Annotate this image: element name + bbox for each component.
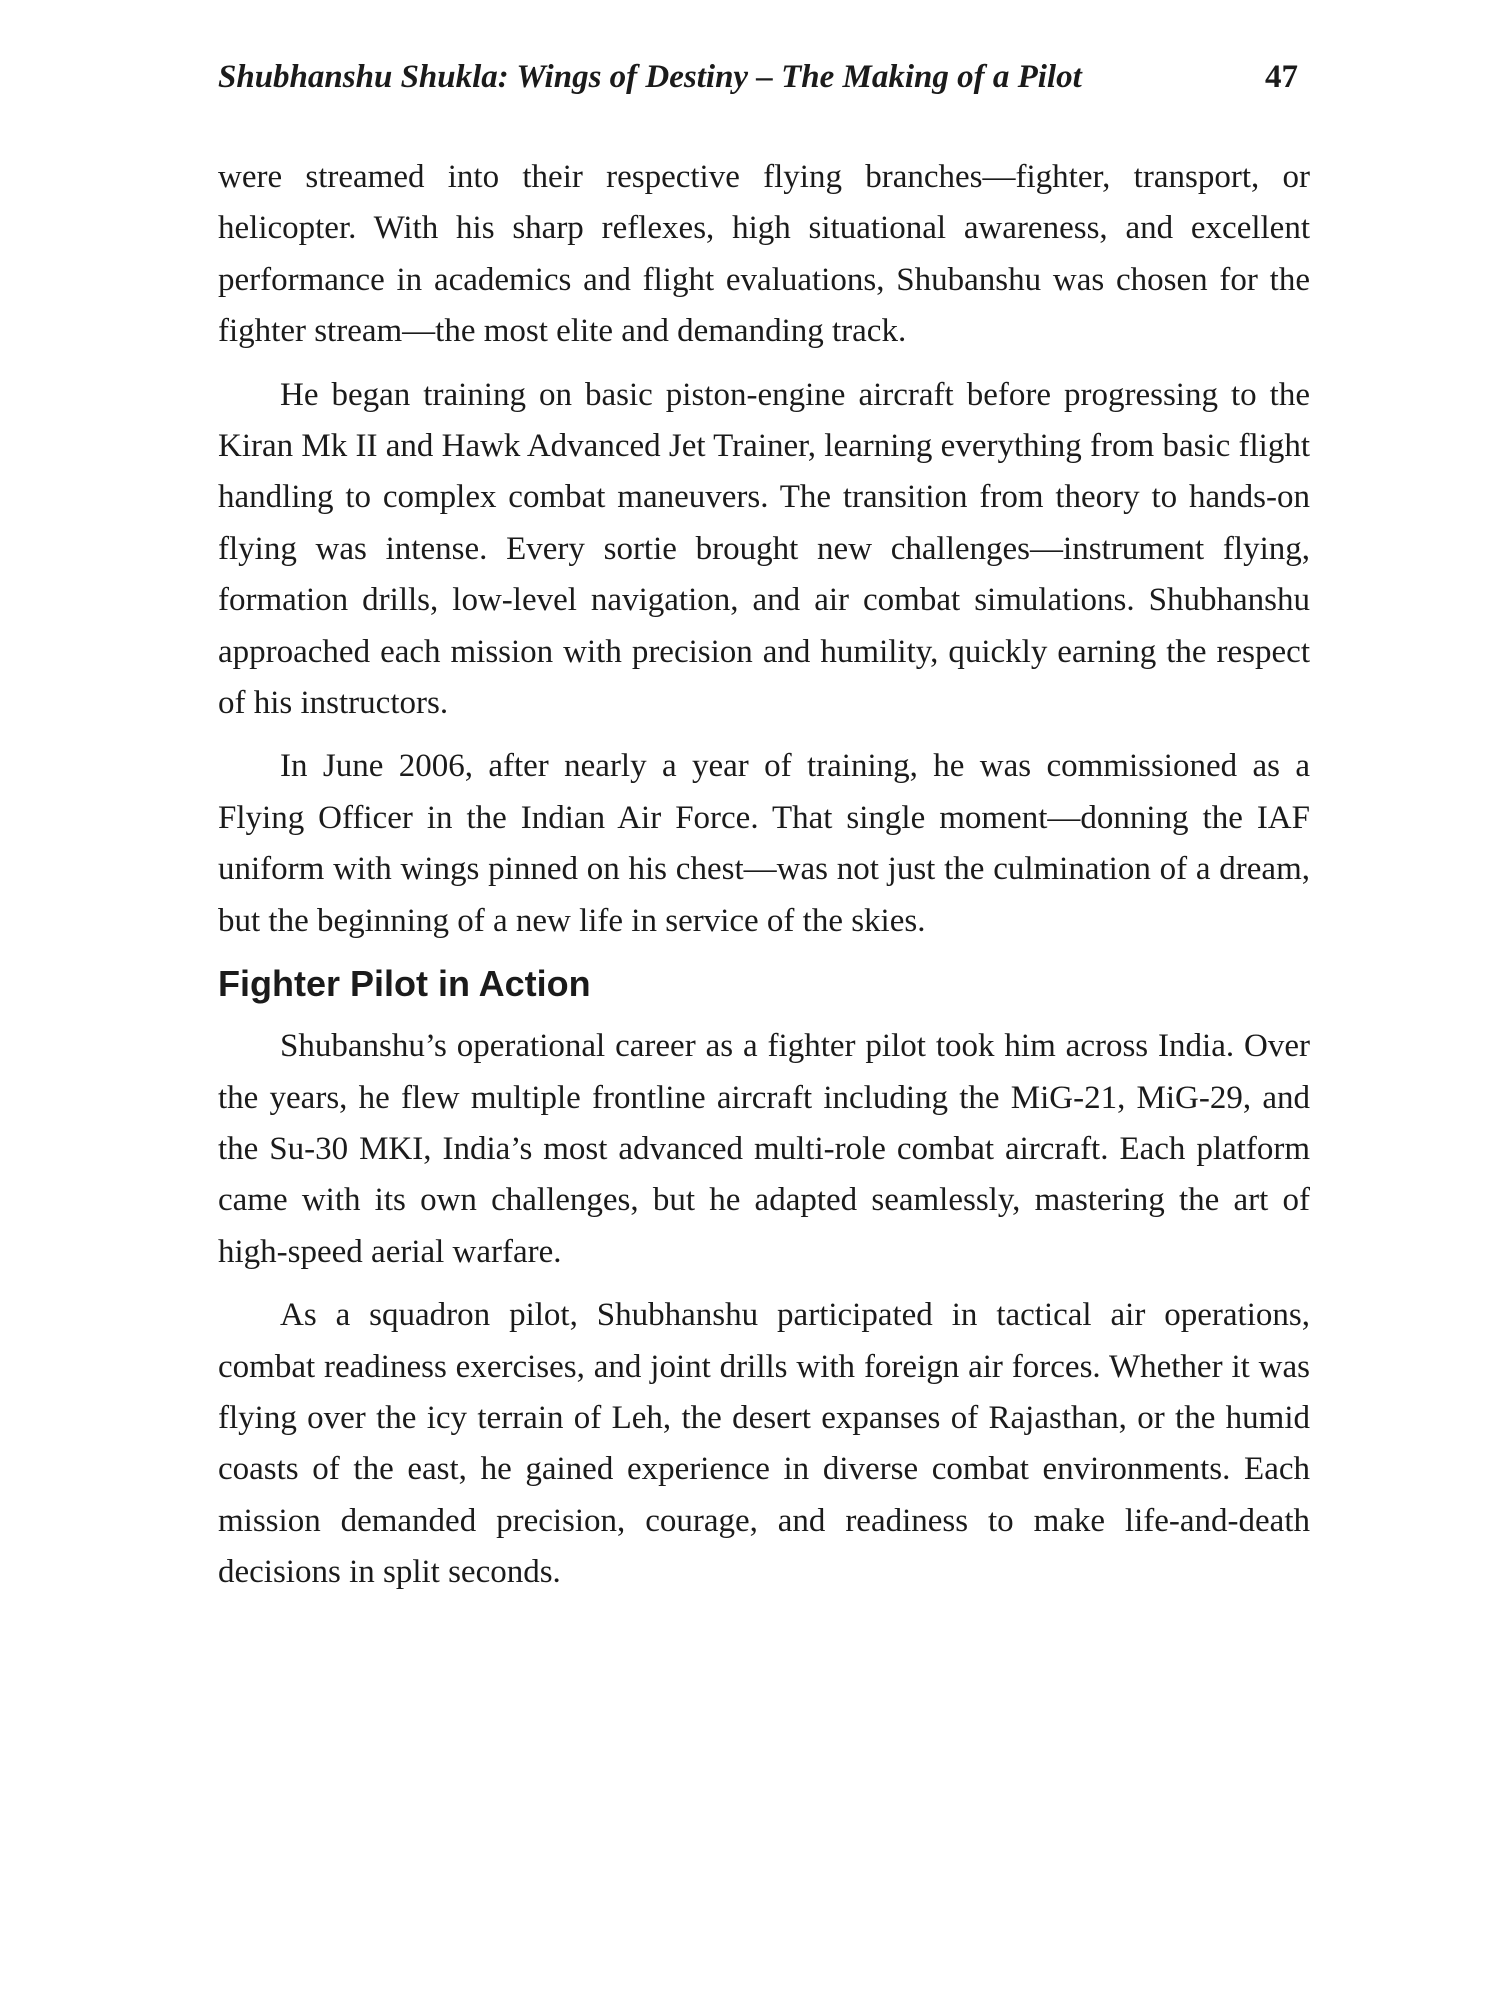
section-paragraph-2: As a squadron pilot, Shubhanshu participated in tactical air operations, combat readiness exercises, and joint drills with foreign air forces. Whether it was flying over the icy terrain of Leh, the desert expanses of Rajasthan, or the humid coasts of the east, he gained experience in diverse combat environments. Each mission demanded precision, courage, and readiness to make life-and-death decisions in split seconds. [218,1297,1310,1591]
running-title: Shubhanshu Shukla: Wings of Destiny – The Making of a Pilot [218,59,1082,95]
book-page [218,52,1310,1611]
paragraph-3: In June 2006, after nearly a year of training, he was commissioned as a Flying Officer in the Indian Air Force. That single moment—donning the IAF uniform with wings pinned on his chest—was not just the culmination of a dream, but the beginning of a new life in service of the skies. [218,748,1310,939]
paragraph-1: were streamed into their respective flying branches—fighter, transport, or helicopter. With his sharp reflexes, high situational awareness, and excellent performance in academics and flight evaluations, Shubanshu was chosen for the fighter stream—the most elite and demanding track. [218,159,1310,350]
running-head [218,52,1310,102]
section-heading: Fighter Pilot in Action [218,963,591,1005]
section-paragraph-1: Shubanshu’s operational career as a fighter pilot took him across India. Over the years, he flew multiple frontline aircraft including the MiG-21, MiG-29, and the Su-30 MKI, India’s most advanced multi-role combat aircraft. Each platform came with its own challenges, but he adapted seamlessly, mastering the art of high-speed aerial warfare. [218,1028,1310,1270]
paragraph-2: He began training on basic piston-engine aircraft before progressing to the Kiran Mk II and Hawk Advanced Jet Trainer, learning everything from basic flight handling to complex combat maneuvers. The transition from theory to hands-on flying was intense. Every sortie brought new challenges—instrument flying, formation drills, low-level navigation, and air combat simulations. Shubhanshu approached each mission with precision and humility, quickly earning the respect of his instructors. [218,376,1310,722]
page-number: 47 [1265,59,1298,95]
